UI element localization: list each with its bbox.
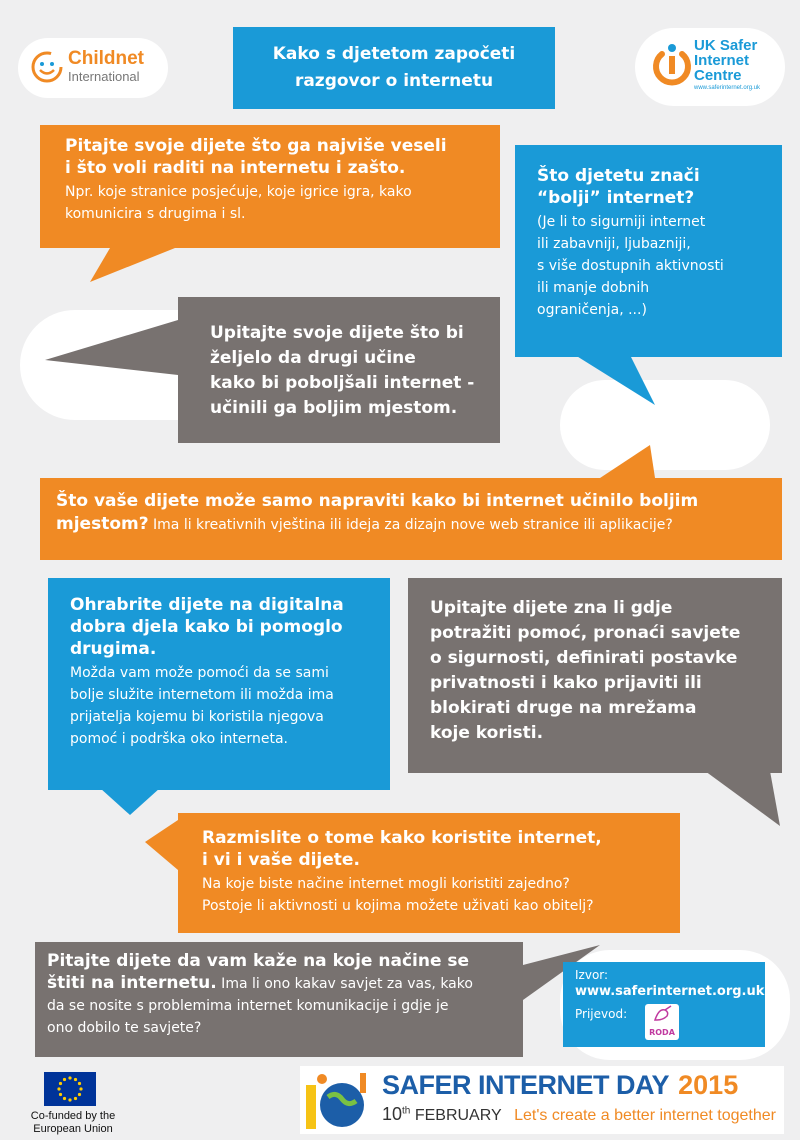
b6-line-1: Upitajte dijete zna li gdje	[430, 598, 673, 618]
b2-body-line-5: ograničenja, ...)	[537, 302, 647, 318]
b3-line-1: Upitajte svoje dijete što bi	[210, 323, 464, 343]
b7-body-line-1: Na koje biste načine internet mogli koristiti zajedno?	[202, 876, 570, 892]
b2-body-line-1: (Je li to sigurniji internet	[537, 214, 706, 230]
b1-heading-line-2: i što voli raditi na internetu i zašto.	[65, 158, 406, 178]
translation-label: Prijevod:	[575, 1007, 628, 1021]
sid-title-row	[382, 1070, 738, 1101]
b4-heading-line-2: mjestom?	[56, 514, 149, 534]
sid-year: 2015	[678, 1070, 739, 1100]
uksic-url: www.saferinternet.org.uk	[694, 85, 761, 91]
source-url[interactable]: www.saferinternet.org.uk	[575, 984, 765, 999]
b8-body-line-3: ono dobilo te savjete?	[47, 1020, 202, 1036]
b5-heading-line-1: Ohrabrite dijete na digitalna	[70, 595, 344, 615]
safer-internet-day-banner	[300, 1066, 784, 1134]
title-line-1: Kako s djetetom započeti	[272, 44, 516, 64]
b2-body-line-3: s više dostupnih aktivnosti	[537, 258, 724, 274]
sid-tagline: Let's create a better internet together	[514, 1107, 776, 1124]
b2-heading-line-2: “bolji” internet?	[537, 188, 695, 208]
eu-line-1: Co-funded by the	[30, 1110, 116, 1122]
childnet-subtitle: International	[68, 69, 140, 84]
sid-date-row	[382, 1104, 776, 1125]
b2-body-line-2: ili zabavniji, ljubazniji,	[537, 236, 691, 252]
source-box	[563, 962, 765, 1047]
b7-body-line-2: Postoje li aktivnosti u kojima možete uživati kao obitelj?	[202, 898, 594, 914]
b5-body-line-1: Možda vam može pomoći da se sami	[70, 665, 329, 681]
eu-cofunding	[18, 1070, 128, 1136]
b1-heading-line-1: Pitajte svoje dijete što ga najviše veseli	[65, 136, 447, 156]
b2-heading-line-1: Što djetetu znači	[537, 166, 700, 186]
b6-line-3: o sigurnosti, definirati postavke	[430, 648, 738, 668]
b4-heading-line-1: Što vaše dijete može samo napraviti kako bi internet učinilo boljim	[56, 491, 699, 511]
b1-body-line-1: Npr. koje stranice posjećuje, koje igrice igra, kako	[65, 184, 412, 200]
roda-label: RODA	[649, 1028, 675, 1037]
eu-flag-icon	[44, 1072, 96, 1106]
b2-body-line-4: ili manje dobnih	[537, 280, 650, 296]
b6-line-4: privatnosti i kako prijaviti ili	[430, 673, 702, 693]
eu-line-2: European Union	[33, 1123, 113, 1135]
b8-heading-line-1: Pitajte dijete da vam kaže na koje načine se	[47, 951, 470, 971]
uksic-line3: Centre	[694, 67, 742, 84]
b6-line-6: koje koristi.	[430, 723, 544, 743]
source-label: Izvor:	[575, 968, 609, 982]
b8-heading-line-2: štiti na internetu.	[47, 973, 217, 993]
uksic-line1: UK Safer	[694, 37, 758, 54]
childnet-name: Childnet	[68, 48, 144, 69]
b8-body-line-1: Ima li ono kakav savjet za vas, kako	[216, 976, 473, 992]
roda-logo	[645, 1004, 679, 1040]
sid-date-num: 10	[382, 1104, 403, 1124]
b5-body-line-3: prijatelja kojemu bi koristila njegova	[70, 709, 324, 725]
title-line-2: razgovor o internetu	[294, 71, 494, 91]
b3-line-3: kako bi poboljšali internet -	[210, 373, 475, 393]
b3-line-2: željelo da drugi učine	[210, 348, 416, 368]
b7-heading-line-1: Razmislite o tome kako koristite internet,	[202, 828, 602, 848]
sid-date-month: FEBRUARY	[410, 1107, 502, 1124]
sid-date-sup: th	[402, 1105, 411, 1117]
b6-line-2: potražiti pomoć, pronaći savjete	[430, 623, 741, 643]
stork-icon	[651, 1004, 673, 1024]
b5-body-line-2: bolje služite internetom ili možda ima	[70, 687, 334, 703]
b7-heading-line-2: i vi i vaše dijete.	[202, 850, 360, 870]
globe-icon	[302, 1067, 372, 1133]
uksic-line2: Internet	[694, 52, 750, 69]
b5-heading-line-2: dobra djela kako bi pomoglo	[70, 617, 343, 637]
b5-heading-line-3: drugima.	[70, 639, 157, 659]
b3-line-4: učinili ga boljim mjestom.	[210, 398, 458, 418]
b5-body-line-4: pomoć i podrška oko interneta.	[70, 731, 288, 747]
sid-title: SAFER INTERNET DAY	[382, 1070, 670, 1100]
b8-body-line-2: da se nosite s problemima internet komunikacije i gdje je	[47, 998, 449, 1014]
b4-body: Ima li kreativnih vještina ili ideja za dizajn nove web stranice ili aplikacije?	[148, 517, 673, 533]
b1-body-line-2: komunicira s drugima i sl.	[65, 206, 246, 222]
b6-line-5: blokirati druge na mrežama	[430, 698, 697, 718]
